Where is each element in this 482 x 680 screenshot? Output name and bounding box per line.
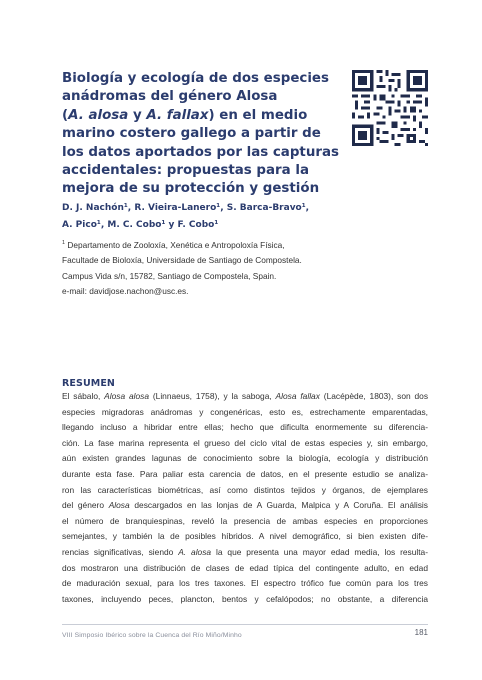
abstract-line: taxones, incluyendo peces, plancton, bentos y cefalópodos; no obstante, a diferencia bbox=[62, 593, 428, 604]
abstract-line: especies migradoras anádromas y congenéricas, esto es, estrechamente emparentadas, bbox=[62, 406, 428, 417]
abstract-body bbox=[62, 389, 428, 607]
title-line-7: mejora de su protección y gestión bbox=[62, 181, 320, 197]
authors-line-2: A. Pico¹, M. C. Cobo¹ y F. Cobo¹ bbox=[62, 219, 219, 230]
title-line-5: los datos aportados por las capturas bbox=[62, 144, 339, 160]
abstract-line: llegando incluso a hibridar entre ellas; hecho que dificulta enormemente su diferencia- bbox=[62, 422, 428, 433]
title-line-1: Biología y ecología de dos especies bbox=[62, 71, 329, 86]
abstract-line: El sábalo, Alosa alosa (Linnaeus, 1758), y la saboga, Alosa fallax (Lacépède, 1803), son dos bbox=[62, 391, 429, 401]
abstract-line: semejantes, y también la de posibles híbridos. A nivel demográfico, si bien existen dife- bbox=[62, 531, 428, 542]
abstract-line: durante esta fase. Para paliar esta carencia de datos, en el presente estudio se analiza- bbox=[62, 468, 428, 479]
species-fallax: A. fallax bbox=[146, 107, 209, 123]
abstract-line: el número de branquiespinas, reveló la presencia de ambas especies en proporciones bbox=[62, 515, 428, 526]
abstract-line: dos mostraron una distribución de clases de edad típica del contingente adulto, en edad bbox=[62, 562, 428, 573]
title-line-4: marino costero gallego a partir de bbox=[62, 126, 321, 142]
title-line-2: anádromas del género Alosa bbox=[62, 89, 278, 105]
title-line-6: accidentales: propuestas para la bbox=[62, 163, 309, 179]
abstract-line: de maduración sexual, para los tres taxones. El espectro trófico fue común para los tres bbox=[62, 578, 428, 589]
affiliation-marker: 1 bbox=[62, 240, 66, 246]
abstract-line: ron las características biométricas, así como distintos tejidos y órganos, de ejemplares bbox=[62, 484, 428, 495]
author-list bbox=[62, 200, 352, 233]
running-footer: VIII Simposio Ibérico sobre la Cuenca del Río Miño/Minho bbox=[62, 632, 242, 639]
footer-divider bbox=[62, 624, 428, 625]
title-line-3: (A. alosa y A. fallax) en el medio bbox=[62, 107, 308, 123]
qr-code-icon bbox=[352, 70, 428, 146]
affiliation bbox=[62, 236, 382, 300]
abstract-line: aún existen grandes lagunas de conocimiento sobre la biología, ecología y distribución bbox=[62, 453, 428, 464]
section-heading-resumen: RESUMEN bbox=[62, 378, 115, 389]
abstract-line: rencias significativas, siendo A. alosa la que presenta una mayor edad media, los resulta- bbox=[62, 546, 429, 557]
affiliation-line-2: Facultade de Bioloxía, Universidade de Santiago de Compostela. bbox=[62, 255, 302, 266]
affiliation-line-3: Campus Vida s/n, 15782, Santiago de Compostela, Spain. bbox=[62, 270, 277, 281]
abstract-line: del género Alosa descargados en las lonjas de A Guarda, Malpica y A Coruña. El análisis bbox=[62, 500, 428, 511]
authors-line-1: D. J. Nachón¹, R. Vieira-Lanero¹, S. Barca-Bravo¹, bbox=[62, 203, 310, 213]
affiliation-line-1: $^1$ Departamento de Zooloxía, Xenética e Antropoloxía Física, bbox=[62, 239, 285, 250]
species-alosa: A. alosa bbox=[68, 107, 129, 123]
page-number: 181 bbox=[414, 628, 428, 637]
article-title bbox=[62, 70, 342, 199]
abstract-line: ción. La fase marina representa el grueso del ciclo vital de estas especies y, sin embargo, bbox=[62, 437, 428, 448]
affiliation-email: e-mail: davidjose.nachon@usc.es. bbox=[62, 286, 189, 297]
